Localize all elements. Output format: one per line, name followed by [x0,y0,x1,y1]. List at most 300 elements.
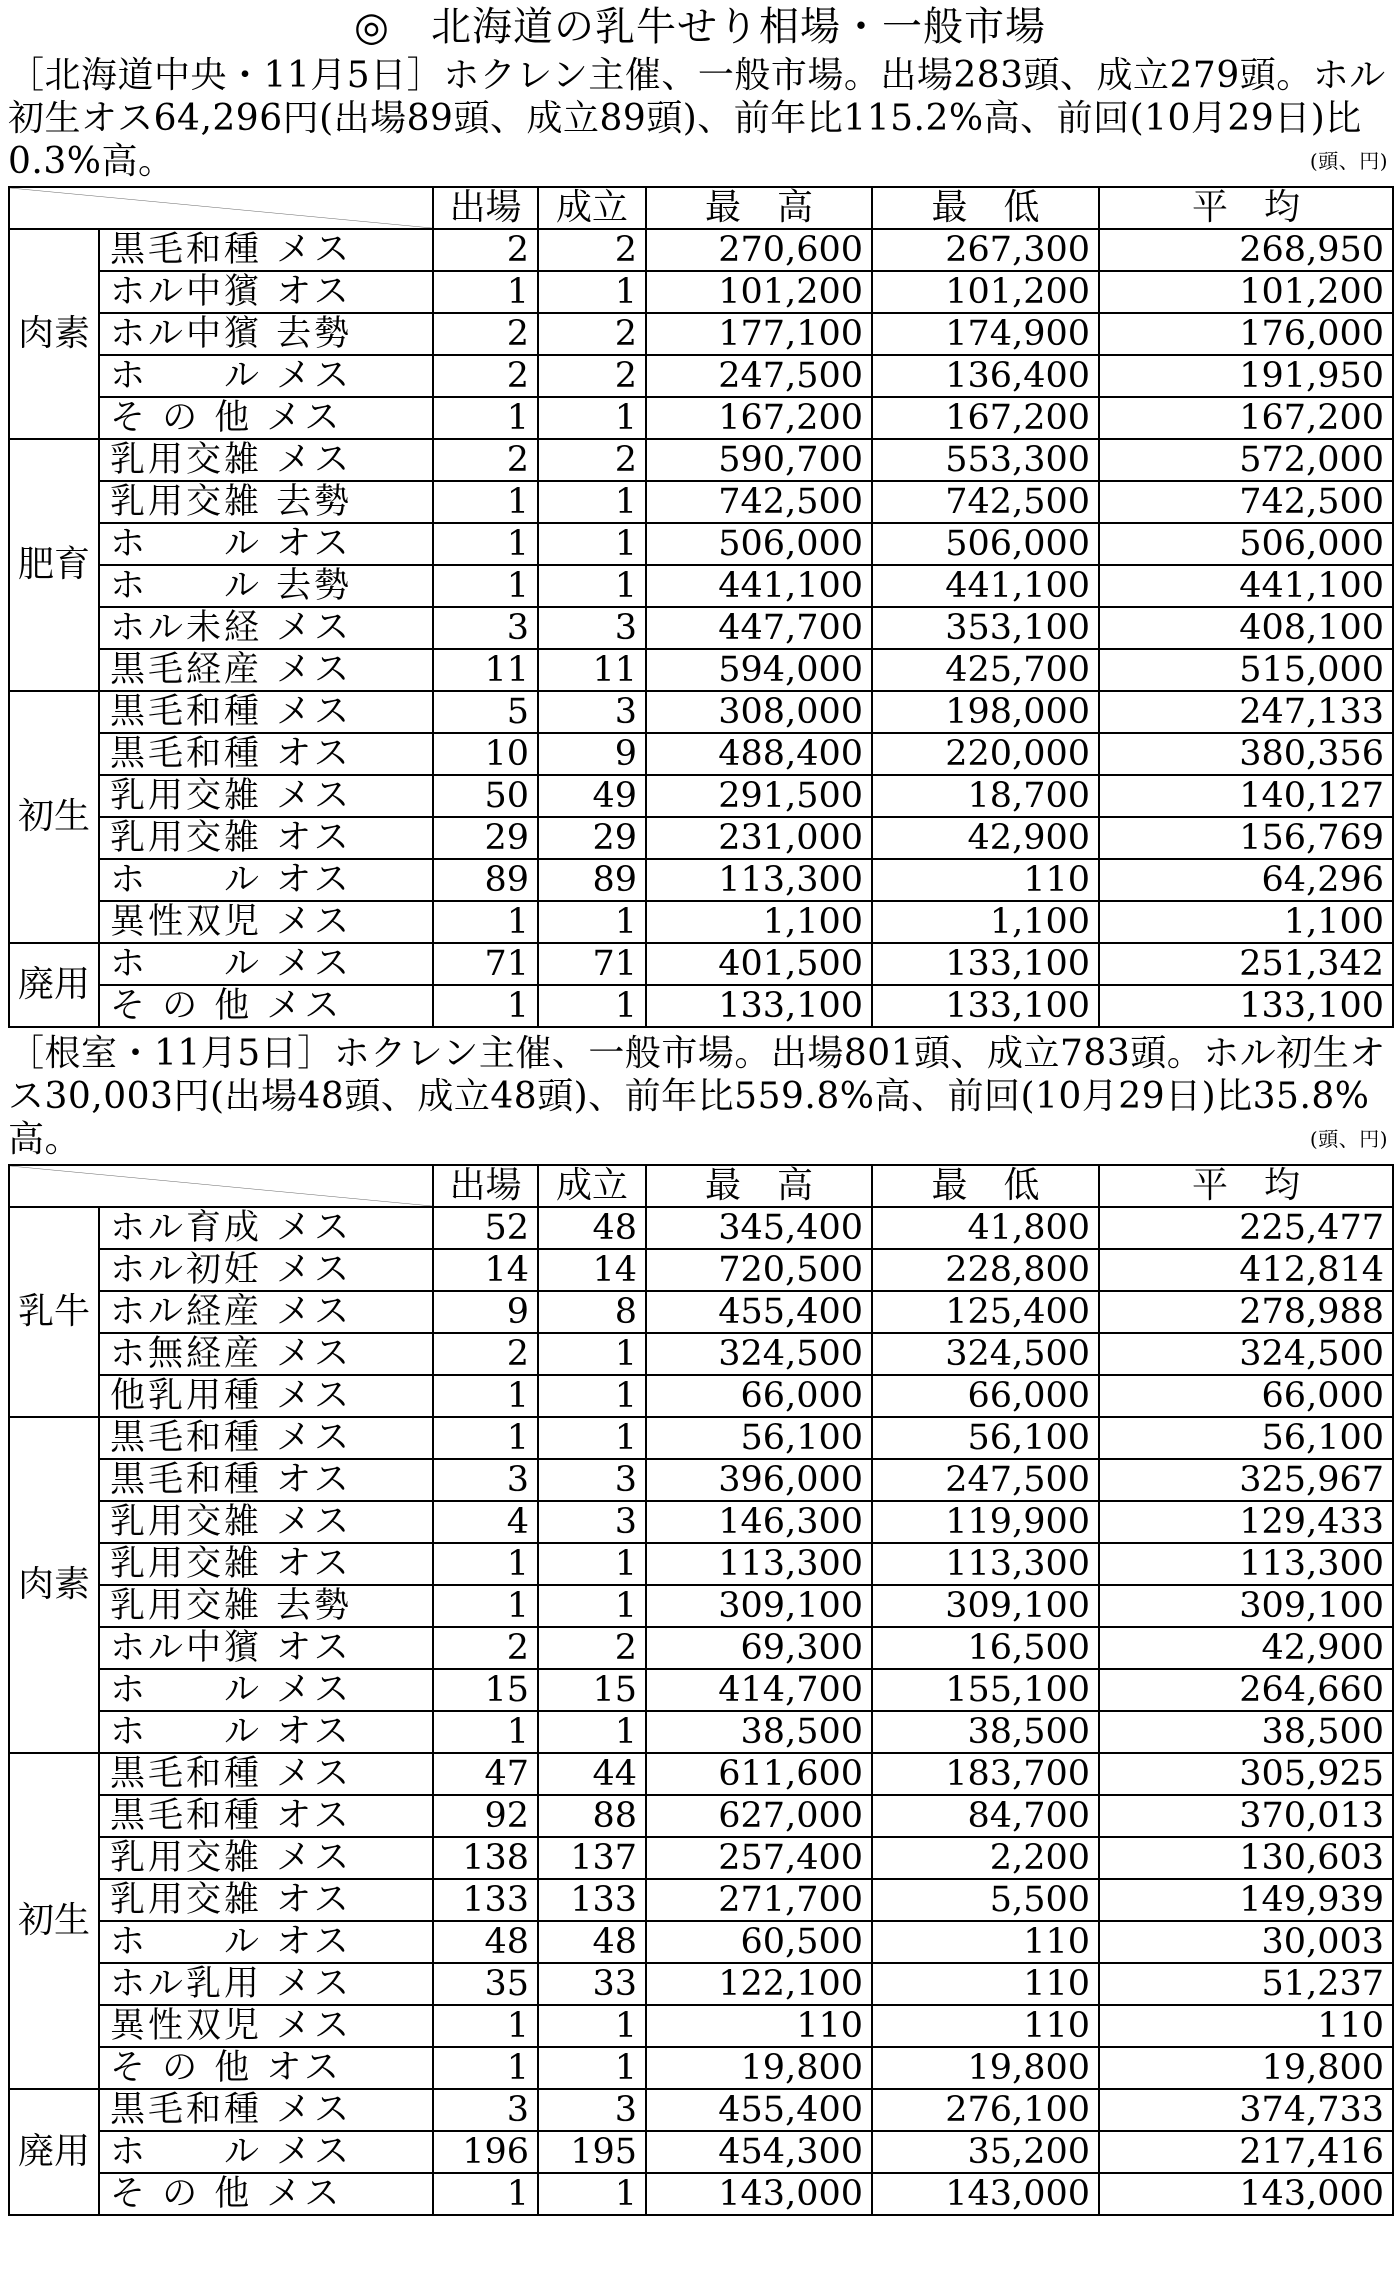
max-price-cell: 231,000 [646,817,872,859]
seiritsu-cell: 1 [538,1417,646,1459]
max-price-cell: 167,200 [646,397,872,439]
max-price-cell: 113,300 [646,859,872,901]
seiritsu-cell: 88 [538,1795,646,1837]
min-price-cell: 16,500 [872,1627,1099,1669]
shutsujo-cell: 1 [433,1585,538,1627]
breed-cell: ホ ル メス [99,355,433,397]
avg-price-cell: 572,000 [1099,439,1393,481]
table-row [9,1669,1393,1711]
shutsujo-cell: 1 [433,1543,538,1585]
max-price-cell: 146,300 [646,1501,872,1543]
shutsujo-cell: 3 [433,607,538,649]
table-row [9,1249,1393,1291]
table-row [9,691,1393,733]
max-price-cell: 271,700 [646,1879,872,1921]
max-price-cell: 101,200 [646,271,872,313]
table-row [9,1543,1393,1585]
shutsujo-cell: 2 [433,1627,538,1669]
table-row [9,859,1393,901]
table-row [9,607,1393,649]
seiritsu-cell: 137 [538,1837,646,1879]
header-seiritsu: 成立 [538,1165,646,1207]
breed-cell: ホ ル メス [99,2131,433,2173]
avg-price-cell: 129,433 [1099,1501,1393,1543]
table-row [9,985,1393,1027]
breed-cell: ホ無経産 メス [99,1333,433,1375]
avg-price-cell: 268,950 [1099,229,1393,271]
breed-cell: 黒毛和種 オス [99,733,433,775]
header-min: 最 低 [872,1165,1099,1207]
shutsujo-cell: 2 [433,229,538,271]
seiritsu-cell: 3 [538,1459,646,1501]
min-price-cell: 66,000 [872,1375,1099,1417]
table-row [9,733,1393,775]
section-hokkaido-chuo [8,54,1392,1028]
max-price-cell: 720,500 [646,1249,872,1291]
table-row [9,523,1393,565]
shutsujo-cell: 1 [433,2047,538,2089]
seiritsu-cell: 29 [538,817,646,859]
min-price-cell: 110 [872,859,1099,901]
breed-cell: ホル乳用 メス [99,1963,433,2005]
table-row [9,1711,1393,1753]
seiritsu-cell: 1 [538,2173,646,2215]
min-price-cell: 247,500 [872,1459,1099,1501]
table-row [9,1837,1393,1879]
max-price-cell: 742,500 [646,481,872,523]
table-row [9,2089,1393,2131]
shutsujo-cell: 138 [433,1837,538,1879]
seiritsu-cell: 133 [538,1879,646,1921]
avg-price-cell: 370,013 [1099,1795,1393,1837]
shutsujo-cell: 89 [433,859,538,901]
min-price-cell: 110 [872,1963,1099,2005]
table-row [9,901,1393,943]
avg-price-cell: 506,000 [1099,523,1393,565]
breed-cell: ホル中獱 オス [99,1627,433,1669]
min-price-cell: 42,900 [872,817,1099,859]
max-price-cell: 56,100 [646,1417,872,1459]
table-row [9,313,1393,355]
min-price-cell: 742,500 [872,481,1099,523]
shutsujo-cell: 35 [433,1963,538,2005]
shutsujo-cell: 1 [433,397,538,439]
shutsujo-cell: 3 [433,1459,538,1501]
shutsujo-cell: 10 [433,733,538,775]
avg-price-cell: 140,127 [1099,775,1393,817]
breed-cell: ホ ル 去勢 [99,565,433,607]
breed-cell: 異性双児 メス [99,901,433,943]
max-price-cell: 345,400 [646,1207,872,1249]
min-price-cell: 38,500 [872,1711,1099,1753]
seiritsu-cell: 48 [538,1921,646,1963]
table-row [9,1291,1393,1333]
shutsujo-cell: 1 [433,271,538,313]
breed-cell: 乳用交雑 オス [99,817,433,859]
min-price-cell: 56,100 [872,1417,1099,1459]
seiritsu-cell: 2 [538,439,646,481]
min-price-cell: 198,000 [872,691,1099,733]
breed-cell: 黒毛和種 メス [99,691,433,733]
max-price-cell: 324,500 [646,1333,872,1375]
table-body [9,1207,1393,2215]
min-price-cell: 41,800 [872,1207,1099,1249]
min-price-cell: 119,900 [872,1501,1099,1543]
seiritsu-cell: 1 [538,397,646,439]
seiritsu-cell: 9 [538,733,646,775]
breed-cell: 乳用交雑 メス [99,1501,433,1543]
avg-price-cell: 1,100 [1099,901,1393,943]
intro-text: ［北海道中央・11月5日］ホクレン主催、一般市場。出場283頭、成立279頭。ホル初生オス64,296円(出場89頭、成立89頭)、前年比115.2%高、前回(10月29日)比0.3%高。 [8,55,1386,182]
shutsujo-cell: 29 [433,817,538,859]
table-row [9,1753,1393,1795]
shutsujo-cell: 1 [433,2173,538,2215]
seiritsu-cell: 1 [538,901,646,943]
seiritsu-cell: 1 [538,2005,646,2047]
min-price-cell: 2,200 [872,1837,1099,1879]
shutsujo-cell: 133 [433,1879,538,1921]
seiritsu-cell: 2 [538,313,646,355]
max-price-cell: 270,600 [646,229,872,271]
avg-price-cell: 251,342 [1099,943,1393,985]
min-price-cell: 136,400 [872,355,1099,397]
seiritsu-cell: 3 [538,1501,646,1543]
avg-price-cell: 113,300 [1099,1543,1393,1585]
avg-price-cell: 324,500 [1099,1333,1393,1375]
table-row [9,1795,1393,1837]
table-row [9,271,1393,313]
breed-cell: 乳用交雑 去勢 [99,481,433,523]
breed-cell: ホ ル メス [99,1669,433,1711]
seiritsu-cell: 89 [538,859,646,901]
max-price-cell: 122,100 [646,1963,872,2005]
avg-price-cell: 101,200 [1099,271,1393,313]
breed-cell: 乳用交雑 オス [99,1543,433,1585]
min-price-cell: 441,100 [872,565,1099,607]
min-price-cell: 309,100 [872,1585,1099,1627]
avg-price-cell: 66,000 [1099,1375,1393,1417]
min-price-cell: 133,100 [872,943,1099,985]
avg-price-cell: 19,800 [1099,2047,1393,2089]
avg-price-cell: 742,500 [1099,481,1393,523]
category-cell: 廃用 [9,2089,99,2215]
breed-cell: ホ ル オス [99,859,433,901]
breed-cell: ホル育成 メス [99,1207,433,1249]
avg-price-cell: 51,237 [1099,1963,1393,2005]
shutsujo-cell: 11 [433,649,538,691]
header-max: 最 高 [646,1165,872,1207]
min-price-cell: 143,000 [872,2173,1099,2215]
max-price-cell: 454,300 [646,2131,872,2173]
table-row [9,1921,1393,1963]
breed-cell: 黒毛和種 メス [99,1417,433,1459]
avg-price-cell: 30,003 [1099,1921,1393,1963]
breed-cell: 黒毛和種 オス [99,1795,433,1837]
min-price-cell: 155,100 [872,1669,1099,1711]
max-price-cell: 627,000 [646,1795,872,1837]
breed-cell: そ の 他 メス [99,2173,433,2215]
shutsujo-cell: 1 [433,1375,538,1417]
table-row [9,1879,1393,1921]
shutsujo-cell: 1 [433,481,538,523]
breed-cell: 異性双児 メス [99,2005,433,2047]
section-intro [8,1032,1392,1161]
max-price-cell: 455,400 [646,1291,872,1333]
max-price-cell: 19,800 [646,2047,872,2089]
breed-cell: ホル経産 メス [99,1291,433,1333]
breed-cell: 乳用交雑 メス [99,775,433,817]
header-min: 最 低 [872,187,1099,229]
min-price-cell: 553,300 [872,439,1099,481]
seiritsu-cell: 15 [538,1669,646,1711]
seiritsu-cell: 3 [538,691,646,733]
table-row [9,2005,1393,2047]
avg-price-cell: 408,100 [1099,607,1393,649]
min-price-cell: 174,900 [872,313,1099,355]
seiritsu-cell: 2 [538,355,646,397]
breed-cell: 乳用交雑 メス [99,439,433,481]
max-price-cell: 113,300 [646,1543,872,1585]
max-price-cell: 401,500 [646,943,872,985]
table-row [9,2047,1393,2089]
header-corner [9,1165,433,1207]
shutsujo-cell: 1 [433,901,538,943]
table-row [9,1501,1393,1543]
avg-price-cell: 176,000 [1099,313,1393,355]
min-price-cell: 228,800 [872,1249,1099,1291]
category-cell: 初生 [9,1753,99,2089]
breed-cell: ホ ル メス [99,943,433,985]
max-price-cell: 308,000 [646,691,872,733]
shutsujo-cell: 47 [433,1753,538,1795]
table-row [9,1963,1393,2005]
min-price-cell: 113,300 [872,1543,1099,1585]
table-header-row [9,187,1393,229]
breed-cell: 黒毛和種 メス [99,229,433,271]
header-max: 最 高 [646,187,872,229]
avg-price-cell: 225,477 [1099,1207,1393,1249]
table-row [9,775,1393,817]
table-row [9,1627,1393,1669]
seiritsu-cell: 1 [538,1375,646,1417]
avg-price-cell: 149,939 [1099,1879,1393,1921]
avg-price-cell: 167,200 [1099,397,1393,439]
table-row [9,2173,1393,2215]
breed-cell: 黒毛経産 メス [99,649,433,691]
table-row [9,481,1393,523]
shutsujo-cell: 2 [433,355,538,397]
breed-cell: 乳用交雑 オス [99,1879,433,1921]
seiritsu-cell: 8 [538,1291,646,1333]
breed-cell: そ の 他 メス [99,985,433,1027]
max-price-cell: 414,700 [646,1669,872,1711]
table-row [9,439,1393,481]
max-price-cell: 441,100 [646,565,872,607]
seiritsu-cell: 3 [538,2089,646,2131]
avg-price-cell: 130,603 [1099,1837,1393,1879]
breed-cell: 他乳用種 メス [99,1375,433,1417]
avg-price-cell: 412,814 [1099,1249,1393,1291]
shutsujo-cell: 48 [433,1921,538,1963]
avg-price-cell: 133,100 [1099,985,1393,1027]
seiritsu-cell: 1 [538,985,646,1027]
seiritsu-cell: 3 [538,607,646,649]
shutsujo-cell: 92 [433,1795,538,1837]
avg-price-cell: 441,100 [1099,565,1393,607]
category-cell: 廃用 [9,943,99,1027]
avg-price-cell: 42,900 [1099,1627,1393,1669]
avg-price-cell: 38,500 [1099,1711,1393,1753]
shutsujo-cell: 4 [433,1501,538,1543]
breed-cell: ホル初妊 メス [99,1249,433,1291]
seiritsu-cell: 14 [538,1249,646,1291]
breed-cell: ホ ル オス [99,1921,433,1963]
intro-text: ［根室・11月5日］ホクレン主催、一般市場。出場801頭、成立783頭。ホル初生オス30,003円(出場48頭、成立48頭)、前年比559.8%高、前回(10月29日)比35.8%高。 [8,1033,1386,1160]
table-row [9,943,1393,985]
seiritsu-cell: 1 [538,523,646,565]
min-price-cell: 125,400 [872,1291,1099,1333]
avg-price-cell: 191,950 [1099,355,1393,397]
min-price-cell: 5,500 [872,1879,1099,1921]
min-price-cell: 276,100 [872,2089,1099,2131]
breed-cell: 黒毛和種 オス [99,1459,433,1501]
avg-price-cell: 309,100 [1099,1585,1393,1627]
price-table [8,186,1394,1028]
min-price-cell: 1,100 [872,901,1099,943]
avg-price-cell: 325,967 [1099,1459,1393,1501]
max-price-cell: 506,000 [646,523,872,565]
min-price-cell: 324,500 [872,1333,1099,1375]
breed-cell: 乳用交雑 メス [99,1837,433,1879]
max-price-cell: 110 [646,2005,872,2047]
shutsujo-cell: 3 [433,2089,538,2131]
table-row [9,1207,1393,1249]
table-row [9,565,1393,607]
shutsujo-cell: 2 [433,313,538,355]
seiritsu-cell: 11 [538,649,646,691]
seiritsu-cell: 2 [538,229,646,271]
min-price-cell: 110 [872,2005,1099,2047]
seiritsu-cell: 33 [538,1963,646,2005]
table-row [9,1333,1393,1375]
seiritsu-cell: 1 [538,2047,646,2089]
breed-cell: 黒毛和種 メス [99,1753,433,1795]
avg-price-cell: 156,769 [1099,817,1393,859]
table-body [9,229,1393,1027]
table-row [9,1417,1393,1459]
min-price-cell: 220,000 [872,733,1099,775]
category-cell: 乳牛 [9,1207,99,1417]
seiritsu-cell: 1 [538,481,646,523]
min-price-cell: 353,100 [872,607,1099,649]
max-price-cell: 247,500 [646,355,872,397]
table-row [9,397,1393,439]
avg-price-cell: 374,733 [1099,2089,1393,2131]
max-price-cell: 396,000 [646,1459,872,1501]
category-cell: 肉素 [9,1417,99,1753]
seiritsu-cell: 1 [538,1711,646,1753]
seiritsu-cell: 1 [538,1543,646,1585]
avg-price-cell: 515,000 [1099,649,1393,691]
breed-cell: ホル中獱 オス [99,271,433,313]
shutsujo-cell: 1 [433,985,538,1027]
header-shutsujo: 出場 [433,1165,538,1207]
shutsujo-cell: 9 [433,1291,538,1333]
max-price-cell: 177,100 [646,313,872,355]
seiritsu-cell: 44 [538,1753,646,1795]
seiritsu-cell: 1 [538,271,646,313]
shutsujo-cell: 50 [433,775,538,817]
section-intro [8,54,1392,183]
table-header-row [9,1165,1393,1207]
header-seiritsu: 成立 [538,187,646,229]
avg-price-cell: 264,660 [1099,1669,1393,1711]
page-title: ◎ 北海道の乳牛せり相場・一般市場 [354,4,1046,50]
table-row [9,1585,1393,1627]
price-table [8,1164,1394,2216]
avg-price-cell: 56,100 [1099,1417,1393,1459]
max-price-cell: 590,700 [646,439,872,481]
table-row [9,1459,1393,1501]
shutsujo-cell: 2 [433,1333,538,1375]
max-price-cell: 455,400 [646,2089,872,2131]
min-price-cell: 167,200 [872,397,1099,439]
shutsujo-cell: 52 [433,1207,538,1249]
min-price-cell: 18,700 [872,775,1099,817]
breed-cell: 乳用交雑 去勢 [99,1585,433,1627]
section-nemuro [8,1032,1392,2216]
avg-price-cell: 143,000 [1099,2173,1393,2215]
max-price-cell: 60,500 [646,1921,872,1963]
avg-price-cell: 64,296 [1099,859,1393,901]
breed-cell: ホ ル オス [99,523,433,565]
seiritsu-cell: 2 [538,1627,646,1669]
avg-price-cell: 380,356 [1099,733,1393,775]
unit-label: (頭、円) [1309,149,1388,173]
shutsujo-cell: 1 [433,2005,538,2047]
breed-cell: ホル未経 メス [99,607,433,649]
avg-price-cell: 217,416 [1099,2131,1393,2173]
category-cell: 肉素 [9,229,99,439]
shutsujo-cell: 71 [433,943,538,985]
shutsujo-cell: 1 [433,1417,538,1459]
breed-cell: ホ ル オス [99,1711,433,1753]
max-price-cell: 66,000 [646,1375,872,1417]
header-shutsujo: 出場 [433,187,538,229]
max-price-cell: 1,100 [646,901,872,943]
max-price-cell: 143,000 [646,2173,872,2215]
seiritsu-cell: 1 [538,1585,646,1627]
market-report [8,0,1392,2216]
shutsujo-cell: 5 [433,691,538,733]
max-price-cell: 291,500 [646,775,872,817]
breed-cell: そ の 他 メス [99,397,433,439]
min-price-cell: 506,000 [872,523,1099,565]
max-price-cell: 309,100 [646,1585,872,1627]
table-row [9,817,1393,859]
shutsujo-cell: 1 [433,1711,538,1753]
max-price-cell: 69,300 [646,1627,872,1669]
min-price-cell: 110 [872,1921,1099,1963]
avg-price-cell: 247,133 [1099,691,1393,733]
shutsujo-cell: 15 [433,1669,538,1711]
seiritsu-cell: 71 [538,943,646,985]
max-price-cell: 488,400 [646,733,872,775]
seiritsu-cell: 1 [538,1333,646,1375]
avg-price-cell: 305,925 [1099,1753,1393,1795]
header-avg: 平 均 [1099,187,1393,229]
max-price-cell: 133,100 [646,985,872,1027]
